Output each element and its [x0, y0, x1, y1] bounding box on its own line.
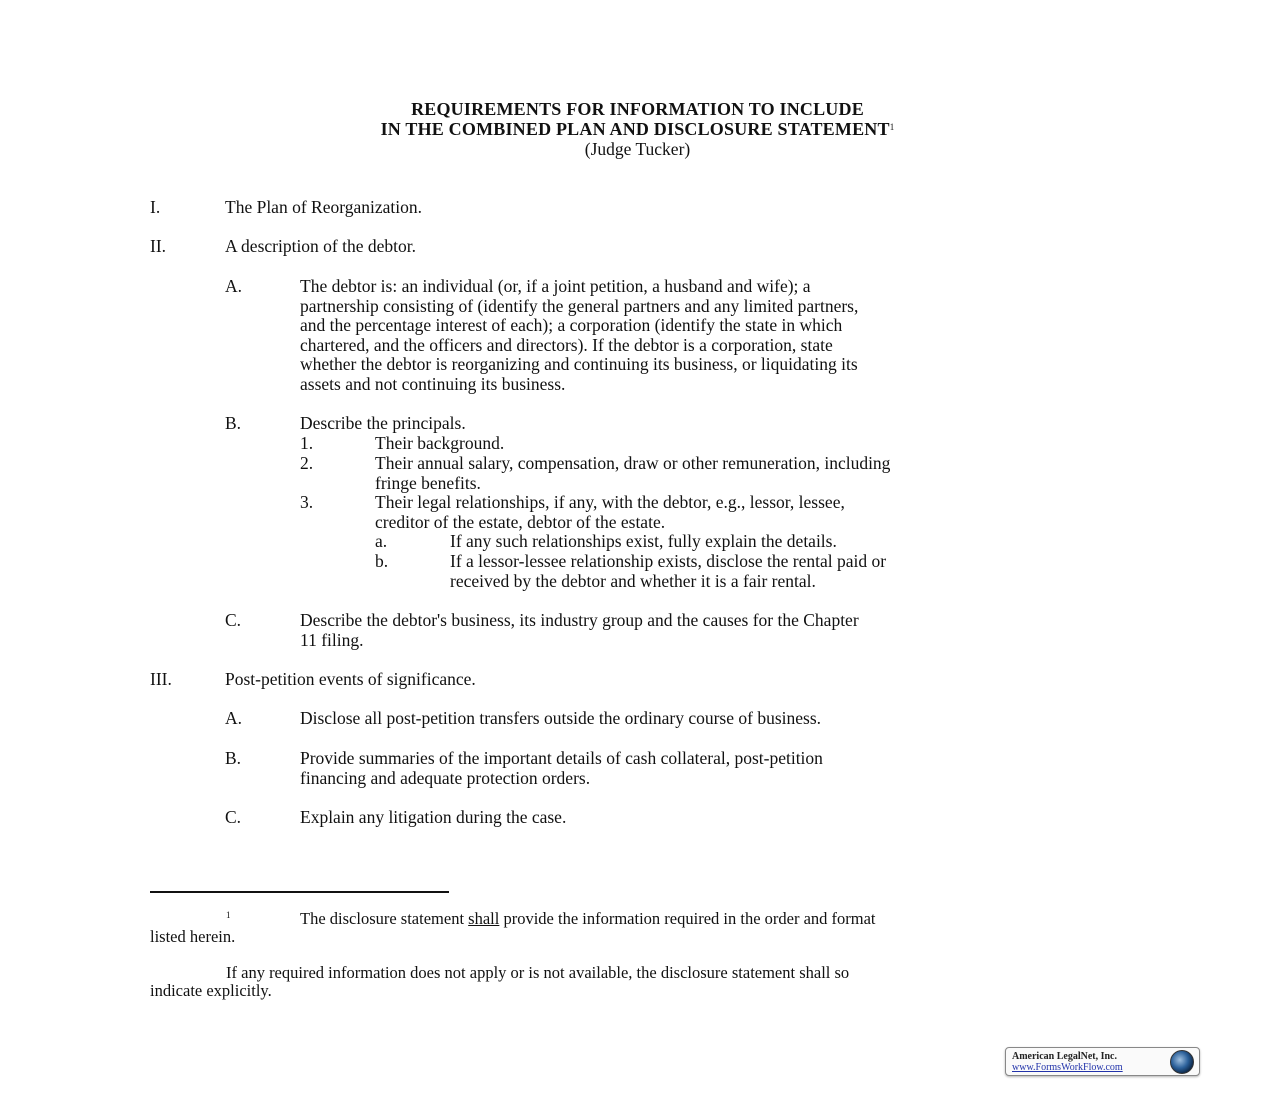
footnote-paragraph-2-line-1: If any required information does not apply or is not available, the disclosure statement shall so — [226, 963, 850, 982]
subtitle: (Judge Tucker) — [584, 139, 691, 159]
publisher-badge[interactable] — [1005, 1047, 1200, 1076]
title-line-2: IN THE COMBINED PLAN AND DISCLOSURE STATEMENT$^1$ — [380, 119, 895, 139]
emphasis-shall: shall — [468, 909, 500, 928]
publisher-name: American LegalNet, Inc. — [1012, 1051, 1117, 1062]
publisher-link[interactable]: www.FormsWorkFlow.com — [1012, 1062, 1123, 1073]
footnote-separator — [150, 891, 449, 893]
title-line-1: REQUIREMENTS FOR INFORMATION TO INCLUDE — [411, 99, 864, 119]
footnote-paragraph-1-line-1: The disclosure statement shall provide the information required in the order and format — [300, 909, 876, 928]
footnote-paragraph-2-line-2: indicate explicitly. — [150, 981, 272, 1000]
footnote-mark: 1 — [226, 910, 231, 920]
footnote-paragraph-1-line-2: listed herein. — [150, 927, 236, 946]
footnote-reference: 1 — [889, 122, 895, 132]
globe-logo-icon — [1170, 1050, 1194, 1074]
document-title — [0, 99, 1275, 159]
